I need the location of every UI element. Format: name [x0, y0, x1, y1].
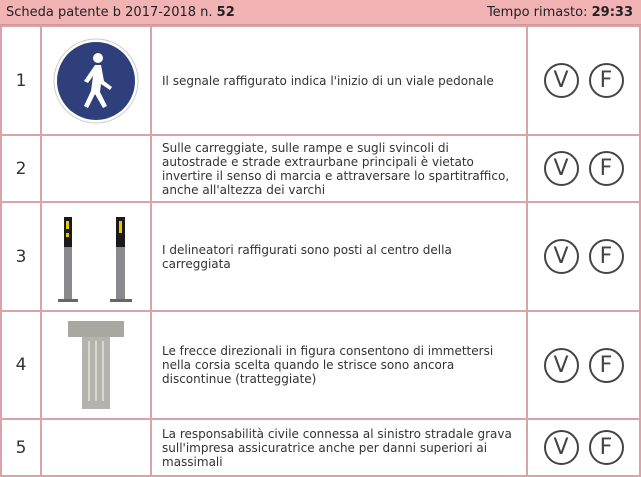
answer-false-button[interactable]: F: [589, 348, 624, 383]
answer-true-button[interactable]: V: [544, 63, 579, 98]
question-row: [0, 310, 641, 418]
question-image: [42, 27, 152, 134]
delineator-posts-icon: [46, 207, 146, 307]
answer-false-button[interactable]: F: [589, 63, 624, 98]
answer-false-button[interactable]: F: [589, 151, 624, 186]
answer-buttons: [528, 420, 641, 475]
answer-false-button[interactable]: F: [589, 239, 624, 274]
question-text: Le frecce direzionali in figura consentono di immettersi nella corsia scelta quando le strisce sono ancora discontinue (tratteggiate): [152, 312, 528, 418]
quiz-title: Scheda patente b 2017-2018 n. 52: [6, 5, 235, 20]
question-text: Sulle carreggiate, sulle rampe e sugli svincoli di autostrade e strade extraurbane principali è vietato invertire il senso di marcia e attraversare lo spartitraffico, anche all'altezza dei varchi: [152, 136, 528, 201]
answer-buttons: [528, 27, 641, 134]
question-text: I delineatori raffigurati sono posti al centro della carreggiata: [152, 203, 528, 310]
answer-true-button[interactable]: V: [544, 430, 579, 465]
answer-buttons: [528, 312, 641, 418]
question-image-empty: [42, 420, 152, 475]
answer-true-button[interactable]: V: [544, 348, 579, 383]
answer-false-button[interactable]: F: [589, 430, 624, 465]
question-text: La responsabilità civile connessa al sinistro stradale grava sull'impresa assicuratrice anche per danni superiori ai massimali: [152, 420, 528, 475]
question-text: Il segnale raffigurato indica l'inizio di un viale pedonale: [152, 27, 528, 134]
question-image: [42, 312, 152, 418]
question-image: [42, 203, 152, 310]
answer-true-button[interactable]: V: [544, 239, 579, 274]
answer-buttons: [528, 136, 641, 201]
question-number: 4: [0, 312, 42, 418]
question-row: [0, 25, 641, 134]
question-number: 2: [0, 136, 42, 201]
answer-true-button[interactable]: V: [544, 151, 579, 186]
answer-buttons: [528, 203, 641, 310]
quiz-header: [0, 0, 641, 25]
question-row: [0, 418, 641, 477]
question-number: 3: [0, 203, 42, 310]
pedestrian-sign-icon: [51, 36, 141, 126]
question-number: 5: [0, 420, 42, 475]
question-number: 1: [0, 27, 42, 134]
timer: Tempo rimasto: 29:33: [486, 5, 633, 20]
direction-arrows-icon: [66, 319, 126, 411]
question-row: [0, 134, 641, 201]
question-image-empty: [42, 136, 152, 201]
timer-value: 29:33: [591, 5, 633, 20]
question-row: [0, 201, 641, 310]
scheda-number: 52: [216, 5, 235, 20]
